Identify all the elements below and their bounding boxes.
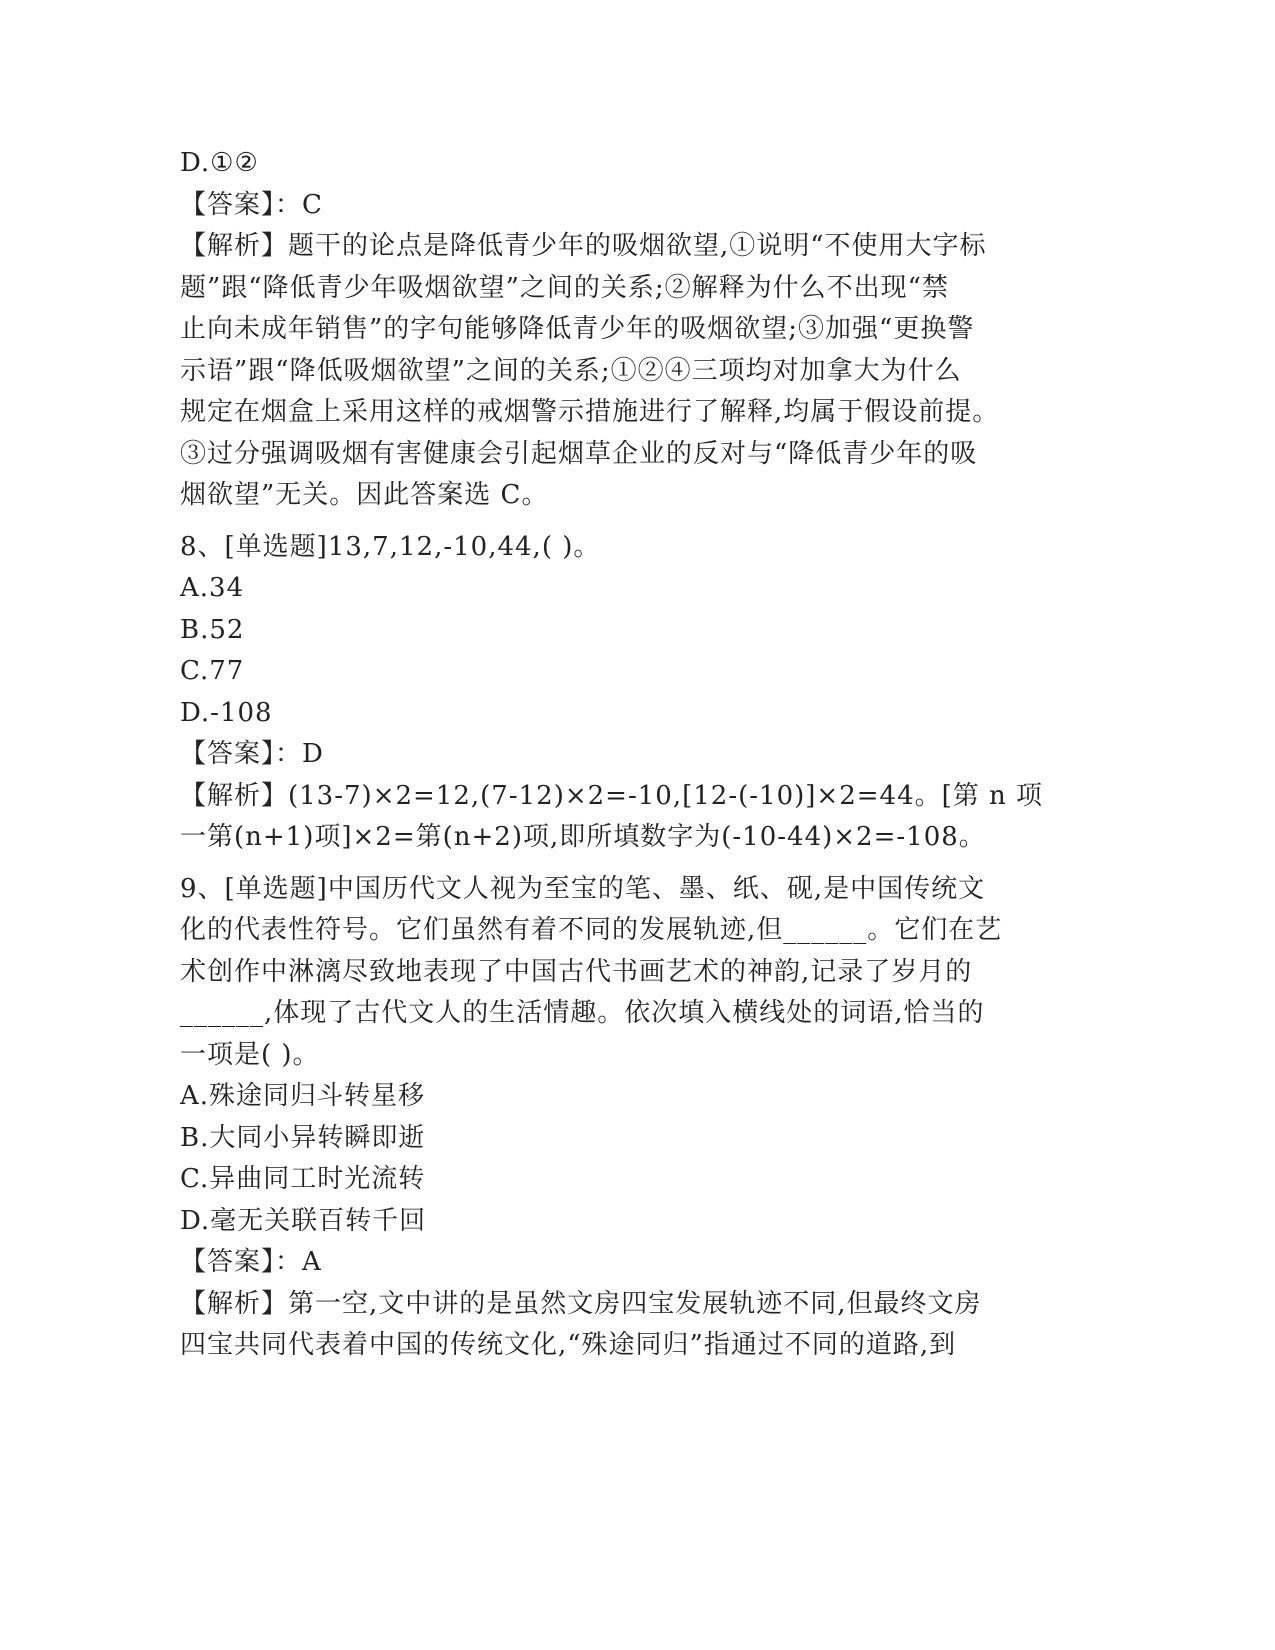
q9-option-a: A.殊途同归斗转星移 — [180, 1081, 426, 1111]
q7-option-d: D.①② — [180, 148, 259, 178]
q8-option-c: C.77 — [180, 656, 245, 686]
document-page — [180, 143, 1050, 1367]
q9-stem: 9、[单选题]中国历代文人视为至宝的笔、墨、纸、砚,是中国传统文 化的代表性符号。它们虽然有着不同的发展轨迹,但______。它们在艺 术创作中淋漓尽致地表现了中国古代书画艺术的神韵,记录了岁月的 ______,体现了古代文人的生活情趣。依次填入横线处的词语,恰当的 一项是( )。 — [180, 873, 1003, 1070]
question-spacer — [180, 859, 1050, 869]
q8-analysis: 【解析】(13-7)×2=12,(7-12)×2=-10,[12-(-10)]×2=44。[第 n 项 一第(n+1)项]×2=第(n+2)项,即所填数字为(-10-44)×2=-108。 — [180, 780, 1044, 852]
q9-option-b: B.大同小异转瞬即逝 — [180, 1122, 426, 1153]
q9-option-d: D.毫无关联百转千回 — [180, 1205, 427, 1236]
q8-stem: 8、[单选题]13,7,12,-10,44,( )。 — [180, 531, 601, 562]
q8-option-b: B.52 — [180, 614, 245, 645]
q9-answer: 【答案】：A — [180, 1247, 322, 1277]
q8-option-a: A.34 — [180, 573, 245, 603]
q8-answer: 【答案】：D — [180, 739, 324, 769]
q9-option-c: C.异曲同工时光流转 — [180, 1164, 426, 1194]
question-8 — [180, 527, 1050, 859]
question-7-tail — [180, 143, 1050, 517]
q7-answer: 【答案】：C — [180, 189, 323, 220]
q9-analysis: 【解析】第一空,文中讲的是虽然文房四宝发展轨迹不同,但最终文房 四宝共同代表着中国的传统文化,“殊途同归”指通过不同的道路,到 — [180, 1288, 982, 1360]
question-9 — [180, 869, 1050, 1367]
question-spacer — [180, 517, 1050, 527]
q7-analysis: 【解析】题干的论点是降低青少年的吸烟欲望,①说明“不使用大字标 题”跟“降低青少年吸烟欲望”之间的关系;②解释为什么不出现“禁 止向未成年销售”的字句能够降低青少年的吸烟欲望;③加强“更换警 示语”跟“降低吸烟欲望”之间的关系;①②④三项均对加拿大为什么 规定在烟盒上采用这样的戒烟警示措施进行了解释,均属于假设前提。 ③过分强调吸烟有害健康会引起烟草企业的反对与“降低青少年的吸 烟欲望”无关。因此答案选 C。 — [180, 231, 1000, 510]
q8-option-d: D.-108 — [180, 697, 273, 728]
